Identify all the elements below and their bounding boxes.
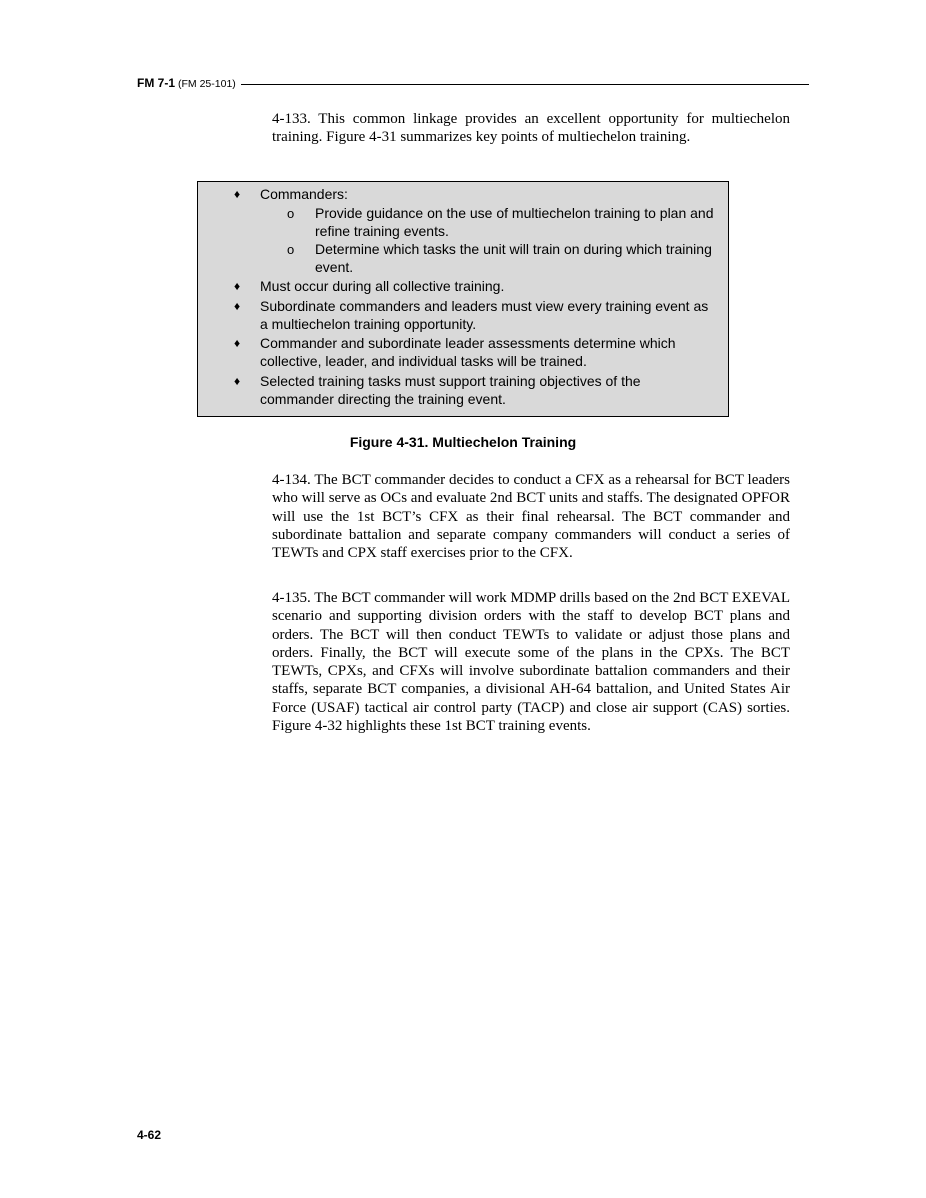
sub-list-item-text: Determine which tasks the unit will train on during which training event. xyxy=(315,241,712,275)
diamond-bullet-icon: ♦ xyxy=(234,374,241,388)
paragraph-4-134: 4-134. The BCT commander decides to conduct a CFX as a rehearsal for BCT leaders who will serve as OCs and evaluate 2nd BCT units and staffs. The designated OPFOR will use the 1st BCT’s CFX as their final rehearsal. The BCT commander and subordinate battalion and separate company commanders will conduct a series of TEWTs and CPX staff exercises prior to the CFX. xyxy=(272,472,790,562)
paragraph-4-135: 4-135. The BCT commander will work MDMP drills based on the 2nd BCT EXEVAL scenario and supporting division orders with the staff to develop BCT plans and orders. The BCT will then conduct TEWTs to validate or adjust those plans and orders. Finally, the BCT will execute some of the plans in the CPXs. The BCT TEWTs, CPXs, and CFXs will involve subordinate battalion commanders and their staffs, separate BCT companies, a divisional AH-64 battalion, and United States Air Force (USAF) tactical air control party (TACP) and close air support (CAS) sorties. Figure 4-32 highlights these 1st BCT training events. xyxy=(272,590,790,735)
figure-4-31-box xyxy=(197,181,729,417)
page-number: 4-62 xyxy=(137,1128,162,1142)
list-item-text: Commanders: xyxy=(260,186,348,202)
diamond-bullet-icon: ♦ xyxy=(234,187,241,201)
diamond-bullet-icon: ♦ xyxy=(234,279,241,293)
diamond-bullet-icon: ♦ xyxy=(234,299,241,313)
list-item-text: Subordinate commanders and leaders must view every training event as a multiechelon training opportunity. xyxy=(260,298,709,332)
manual-code-sub: (FM 25-101) xyxy=(178,78,236,90)
diamond-bullet-icon: ♦ xyxy=(234,336,241,350)
page-header xyxy=(137,74,809,90)
circle-bullet-icon: o xyxy=(287,242,295,257)
figure-caption: Figure 4-31. Multiechelon Training xyxy=(349,434,577,450)
sub-list-item-text: Provide guidance on the use of multiechelon training to plan and refine training events. xyxy=(315,205,714,239)
paragraph-4-133: 4-133. This common linkage provides an excellent opportunity for multiechelon training. Figure 4-31 summarizes key points of multiechelon training. xyxy=(272,111,790,146)
list-item-text: Selected training tasks must support training objectives of the commander directing the training event. xyxy=(260,373,641,407)
header-rule xyxy=(241,84,809,85)
list-item-text: Commander and subordinate leader assessments determine which collective, leader, and individual tasks will be trained. xyxy=(260,335,676,369)
manual-code: FM 7-1 xyxy=(137,76,176,90)
circle-bullet-icon: o xyxy=(287,206,295,221)
list-item-text: Must occur during all collective training. xyxy=(260,278,505,294)
